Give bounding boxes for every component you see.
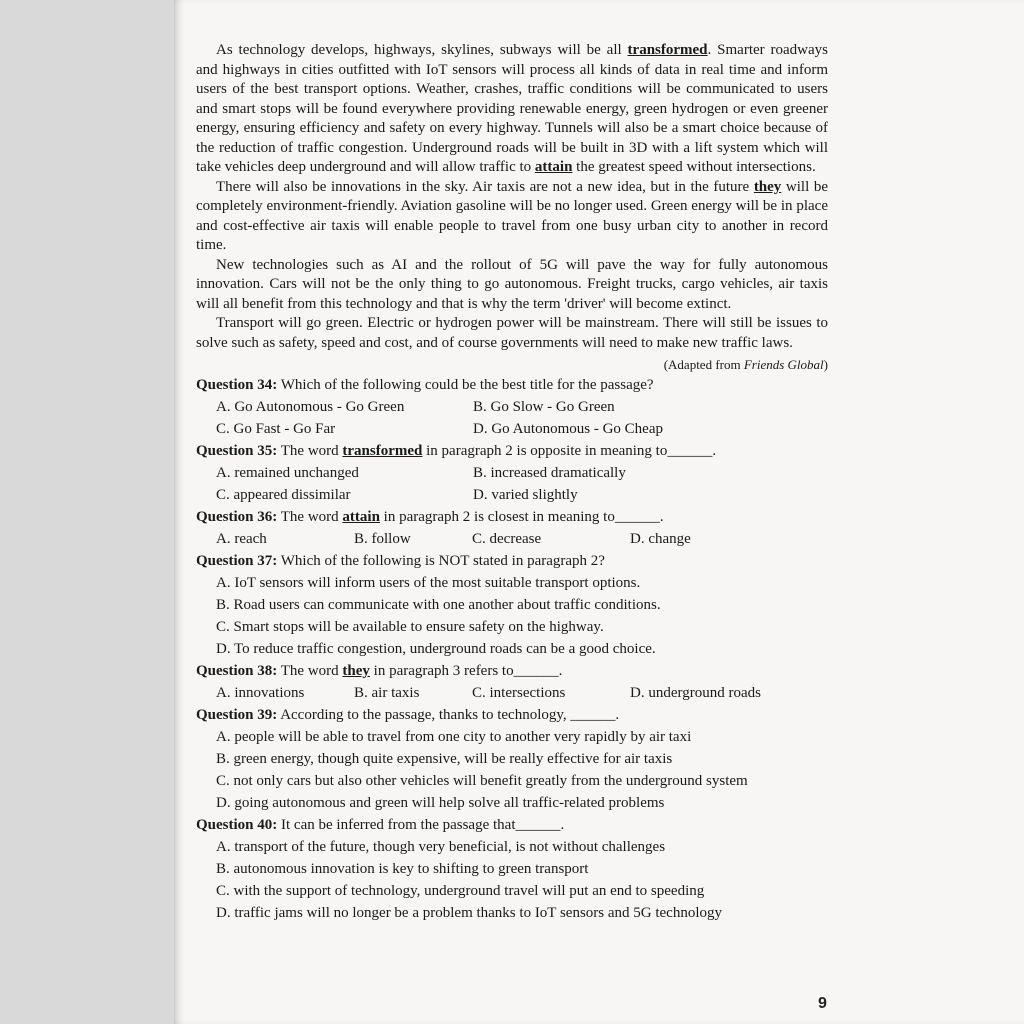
text-run: will be completely environment-friendly. Aviation gasoline will be no longer used. Green energy will be in place and cost-effective air taxis will enable people to travel from one busy urban city to another in record time. [196,178,828,253]
option-b[interactable]: B. autonomous innovation is key to shifting to green transport [216,861,589,877]
question-text: Which of the following could be the best title for the passage? [277,377,654,393]
option-b[interactable]: B. increased dramatically [473,465,626,481]
passage-paragraph-4: Transport will go green. Electric or hydrogen power will be mainstream. There will still be issues to solve such as safety, speed and cost, and of course governments will need to make new traffic laws. [196,315,828,351]
option-c[interactable]: C. with the support of technology, underground travel will put an end to speeding [216,883,705,899]
question-text: The word [277,663,343,679]
option-a[interactable]: A. reach [216,531,267,547]
question-number: Question 35: [196,443,278,459]
option-d[interactable]: D. varied slightly [473,487,578,503]
question-number: Question 37: [196,553,278,569]
text-run: ) [823,357,828,372]
question-text: According to the passage, thanks to technology, ______. [277,707,620,723]
question-number: Question 36: [196,509,278,525]
option-d[interactable]: D. traffic jams will no longer be a problem thanks to IoT sensors and 5G technology [216,905,723,921]
passage-paragraph-3: New technologies such as AI and the rollout of 5G will pave the way for fully autonomous innovation. Cars will not be the only thing to go autonomous. Freight trucks, cargo vehicles, air taxis will all benefit from this technology and that is why the term 'driver' will become extinct. [196,256,828,312]
page-number: 9 [818,995,827,1012]
option-c[interactable]: C. Smart stops will be available to ensure safety on the highway. [216,619,604,635]
keyword-transformed: transformed [627,42,708,58]
question-number: Question 40: [196,817,278,833]
option-d[interactable]: D. going autonomous and green will help solve all traffic-related problems [216,795,665,811]
text-run: There will also be innovations in the sky. Air taxis are not a new idea, but in the future [216,178,754,195]
option-b[interactable]: B. Road users can communicate with one another about traffic conditions. [216,597,661,613]
text-run: the greatest speed without intersections. [572,159,816,175]
option-c[interactable]: C. Go Fast - Go Far [216,421,336,437]
question-39 [196,704,828,726]
option-a[interactable]: A. remained unchanged [216,465,359,481]
option-d[interactable]: D. change [630,531,691,547]
question-text: The word [277,443,343,459]
option-c[interactable]: C. not only cars but also other vehicles will benefit greatly from the underground system [216,773,748,789]
book-page [174,0,1024,1024]
option-a[interactable]: A. people will be able to travel from one city to another very rapidly by air taxi [216,729,692,745]
source-title: Friends Global [743,357,824,372]
question-40 [196,814,828,836]
question-keyword: transformed [342,443,423,459]
question-number: Question 38: [196,663,278,679]
question-keyword: they [342,663,370,679]
question-34-options [196,396,828,440]
question-text: It can be inferred from the passage that______. [277,817,565,833]
question-36-options [196,528,828,550]
question-text: Which of the following is NOT stated in paragraph 2? [277,553,605,569]
option-a[interactable]: A. Go Autonomous - Go Green [216,399,405,415]
keyword-they: they [753,178,782,195]
passage-paragraph-1 [196,41,828,178]
option-c[interactable]: C. decrease [472,531,542,547]
option-a[interactable]: A. innovations [216,685,305,701]
question-35 [196,440,828,462]
option-b[interactable]: B. Go Slow - Go Green [473,399,615,415]
option-b[interactable]: B. green energy, though quite expensive, will be really effective for air taxis [216,751,673,767]
question-38 [196,660,828,682]
option-d[interactable]: D. underground roads [630,685,761,701]
option-b[interactable]: B. air taxis [354,685,420,701]
text-run: . Smarter roadways and highways in cities outfitted with IoT sensors will process all kinds of data in real time and inform users of the best transport options. Weather, crashes, traffic conditions will be communicated to users and smart stops will be found everywhere providing renewable energy, green hydrogen or even greener energy, ensuring efficiency and safety on every highway. Tunnels will also be a smart choice because of the reduction of traffic congestion. Underground roads will be built in 3D with a lift system which will take vehicles deep underground and will allow traffic to [196,42,828,175]
page-content [196,41,828,924]
option-d[interactable]: D. Go Autonomous - Go Cheap [473,421,663,437]
question-text: in paragraph 2 is opposite in meaning to______. [422,443,717,459]
option-a[interactable]: A. IoT sensors will inform users of the most suitable transport options. [216,575,641,591]
question-36 [196,506,828,528]
option-b[interactable]: B. follow [354,531,411,547]
question-number: Question 39: [196,707,278,723]
question-number: Question 34: [196,377,278,393]
question-38-options [196,682,828,704]
option-c[interactable]: C. appeared dissimilar [216,487,351,503]
option-c[interactable]: C. intersections [472,685,566,701]
question-text: in paragraph 2 is closest in meaning to______. [379,509,664,525]
question-text: The word [277,509,343,525]
question-35-options [196,462,828,506]
text-run: (Adapted from [663,357,744,372]
question-37 [196,550,828,572]
source-citation [196,355,828,374]
question-keyword: attain [342,509,380,525]
option-a[interactable]: A. transport of the future, though very beneficial, is not without challenges [216,839,666,855]
question-34 [196,374,828,396]
keyword-attain: attain [534,159,573,175]
text-run: As technology develops, highways, skylines, subways will be all [216,42,628,58]
passage-paragraph-2 [196,178,828,256]
option-d[interactable]: D. To reduce traffic congestion, underground roads can be a good choice. [216,641,656,657]
question-text: in paragraph 3 refers to______. [369,663,563,679]
